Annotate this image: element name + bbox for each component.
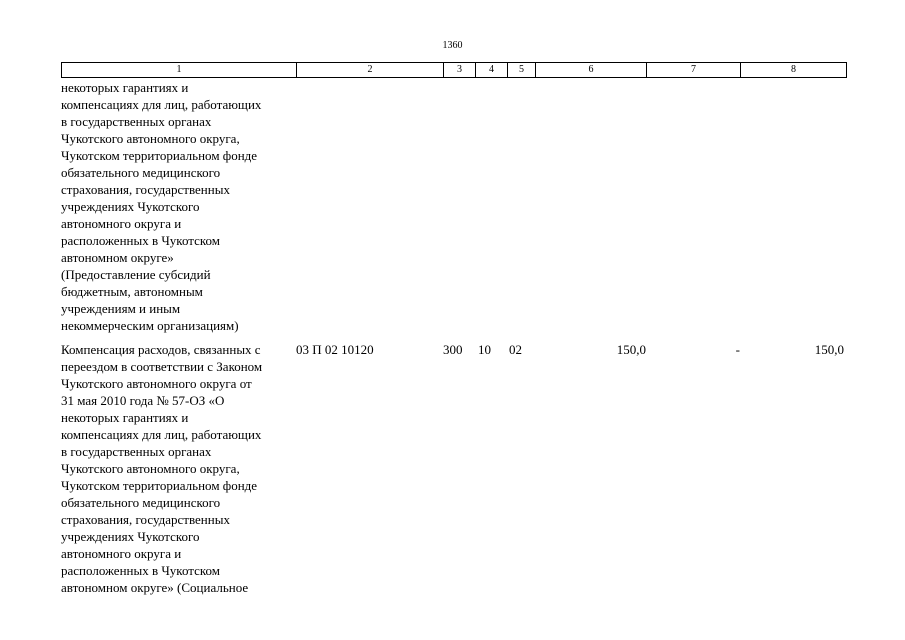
- column-header-8: 8: [741, 63, 847, 78]
- continuation-text-line: автономного округа и: [61, 216, 182, 231]
- row-name-line: обязательного медицинского: [61, 495, 221, 510]
- continuation-text-line: учреждениям и иным: [61, 301, 181, 316]
- continuation-text-line: в государственных органах: [61, 114, 212, 129]
- column-header-row: [61, 62, 847, 78]
- row-name-line: Чукотского автономного округа,: [61, 461, 240, 476]
- row-name-line: 31 мая 2010 года № 57-ОЗ «О: [61, 393, 225, 408]
- row-col-3: 300: [443, 342, 463, 357]
- continuation-text-line: обязательного медицинского: [61, 165, 221, 180]
- continuation-text-line: компенсациях для лиц, работающих: [61, 97, 262, 112]
- row-name-line: расположенных в Чукотском: [61, 563, 221, 578]
- continuation-text-line: Чукотского автономного округа,: [61, 131, 240, 146]
- row-name-continuation: [61, 358, 301, 596]
- row-col-4: 10: [478, 342, 491, 357]
- continuation-text-line: страхования, государственных: [61, 182, 230, 197]
- continuation-text-line: некоммерческим организациям): [61, 318, 239, 333]
- column-header-2: 2: [297, 63, 444, 78]
- continuation-text-line: бюджетным, автономным: [61, 284, 203, 299]
- continuation-text-line: учреждениях Чукотского: [61, 199, 200, 214]
- row-name-line: Чукотского автономного округа от: [61, 376, 252, 391]
- column-header-4: 4: [476, 63, 508, 78]
- row-name-line: переездом в соответствии с Законом: [61, 359, 263, 374]
- row-name-line: учреждениях Чукотского: [61, 529, 200, 544]
- continuation-text-line: расположенных в Чукотском: [61, 233, 221, 248]
- row-col-8: 150,0: [814, 342, 844, 357]
- row-name-line: некоторых гарантиях и: [61, 410, 189, 425]
- column-header-1: 1: [62, 63, 297, 78]
- row-name-line: компенсациях для лиц, работающих: [61, 427, 262, 442]
- column-header-6: 6: [536, 63, 647, 78]
- row-name: Компенсация расходов, связанных с: [61, 342, 261, 357]
- column-header-3: 3: [444, 63, 476, 78]
- row-col-5: 02: [509, 342, 522, 357]
- column-header-7: 7: [647, 63, 741, 78]
- row-name-line: Чукотском территориальном фонде: [61, 478, 258, 493]
- continuation-text-line: Чукотском территориальном фонде: [61, 148, 258, 163]
- row-name-line: автономном округе» (Социальное: [61, 580, 249, 595]
- row-name-line: страхования, государственных: [61, 512, 230, 527]
- continuation-text-line: автономном округе»: [61, 250, 174, 265]
- row-name-line: в государственных органах: [61, 444, 212, 459]
- page-number: 1360: [442, 40, 463, 51]
- continuation-text-line: (Предоставление субсидий: [61, 267, 211, 282]
- row-code: 03 П 02 10120: [296, 342, 374, 357]
- column-header-5: 5: [508, 63, 536, 78]
- row-name-line: автономного округа и: [61, 546, 182, 561]
- row-col-7: -: [735, 342, 740, 357]
- row-col-6: 150,0: [616, 342, 646, 357]
- continuation-text: [61, 79, 301, 334]
- continuation-text-line: некоторых гарантиях и: [61, 80, 189, 95]
